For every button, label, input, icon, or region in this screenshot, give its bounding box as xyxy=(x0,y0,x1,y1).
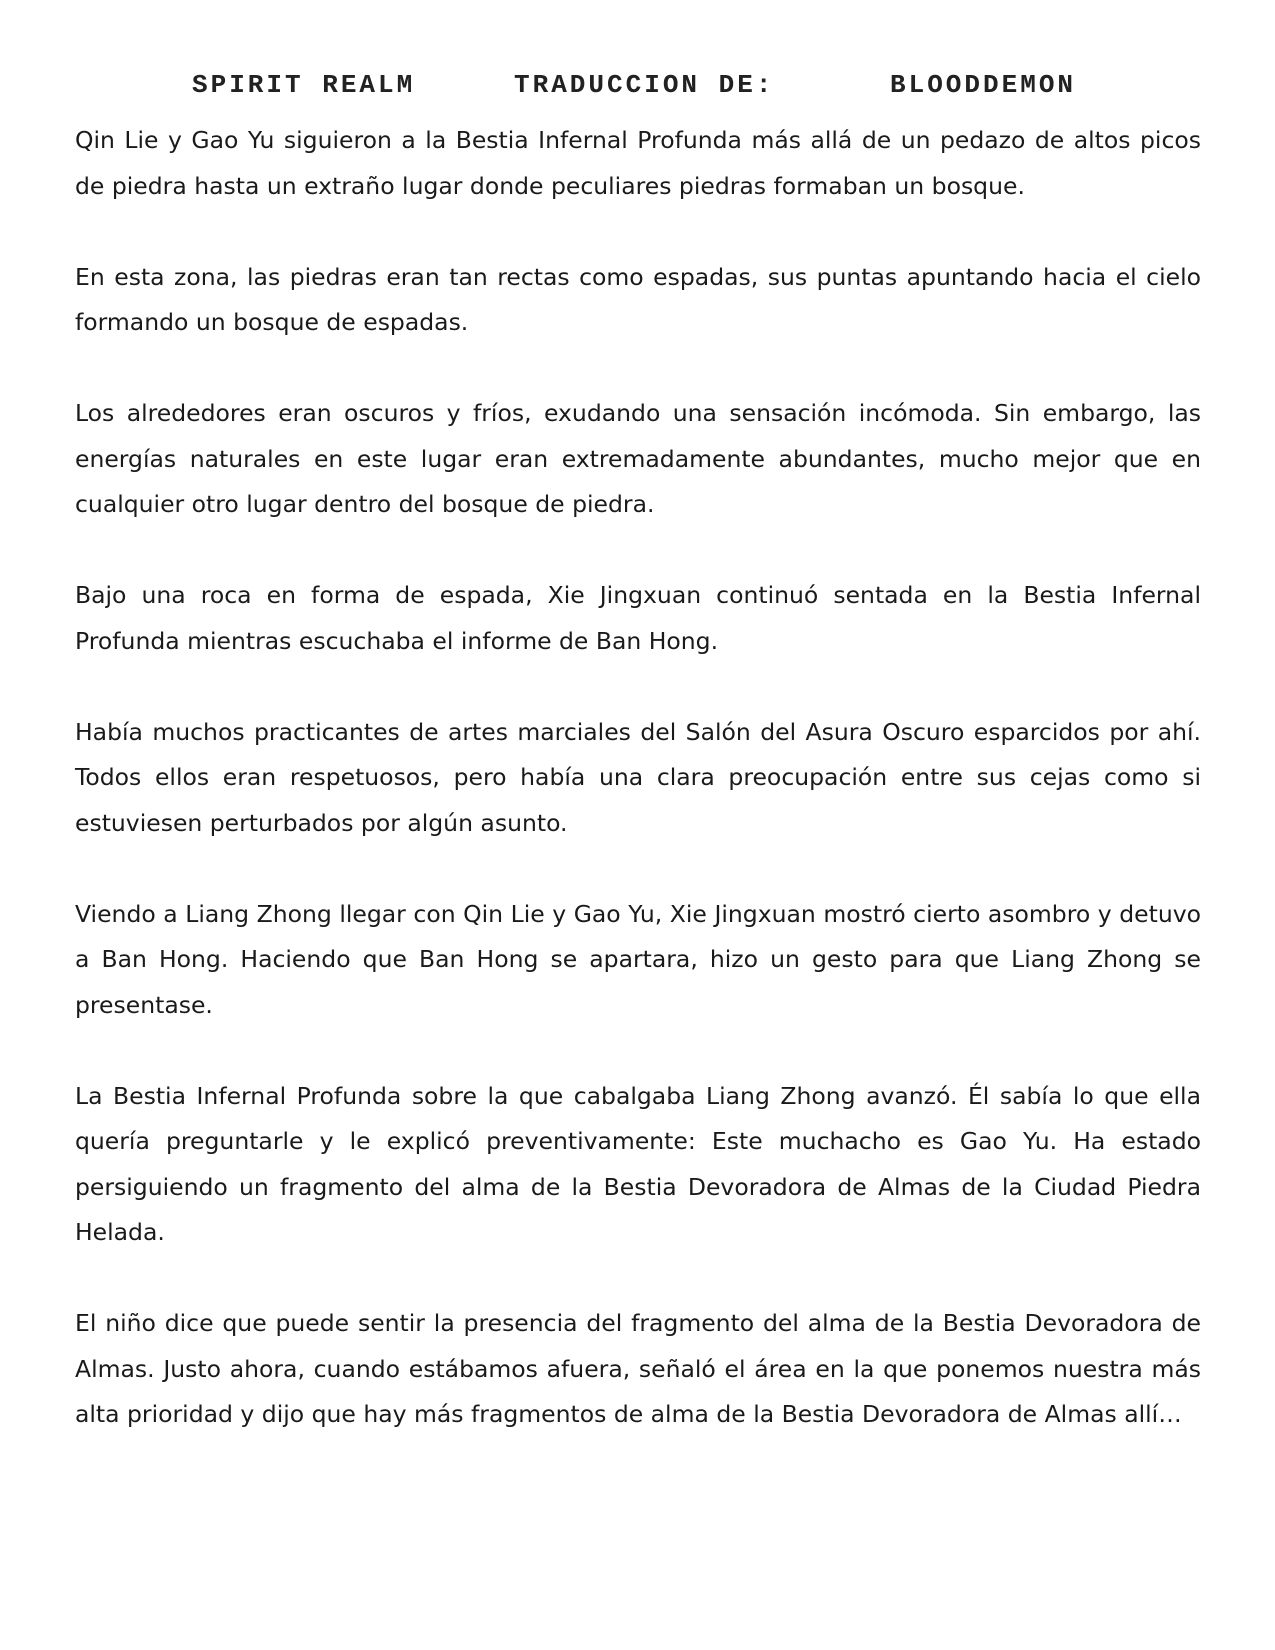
paragraph: Los alrededores eran oscuros y fríos, exudando una sensación incómoda. Sin embargo, las energías naturales en este lugar eran extremadamente abundantes, mucho mejor que en cualquier otro lugar dentro del bosque de piedra. xyxy=(75,399,1201,518)
page-header xyxy=(0,70,1275,110)
document-body xyxy=(75,118,1201,1483)
paragraph: Viendo a Liang Zhong llegar con Qin Lie y Gao Yu, Xie Jingxuan mostró cierto asombro y detuvo a Ban Hong. Haciendo que Ban Hong se apartara, hizo un gesto para que Liang Zhong se presentase. xyxy=(75,899,1201,1019)
paragraph: Bajo una roca en forma de espada, Xie Jingxuan continuó sentada en la Bestia Infernal Profunda mientras escuchaba el informe de Ban Hong. xyxy=(75,581,1201,655)
header-translation-label: TRADUCCION DE: xyxy=(514,70,775,100)
paragraph: El niño dice que puede sentir la presencia del fragmento del alma de la Bestia Devoradora de Almas. Justo ahora, cuando estábamos afuera, señaló el área en la que ponemos nuestra más alta prioridad y dijo que hay más fragmentos de alma de la Bestia Devoradora de Almas allí… xyxy=(75,1309,1201,1428)
paragraph: La Bestia Infernal Profunda sobre la que cabalgaba Liang Zhong avanzó. Él sabía lo que ella quería preguntarle y le explicó preventivamente: Este muchacho es Gao Yu. Ha estado persiguiendo un fragmento del alma de la Bestia Devoradora de Almas de la Ciudad Piedra Helada. xyxy=(75,1081,1201,1246)
paragraph: Había muchos practicantes de artes marciales del Salón del Asura Oscuro esparcidos por ahí. Todos ellos eran respetuosos, pero había una clara preocupación entre sus cejas como si estuviesen perturbados por algún asunto. xyxy=(75,717,1201,837)
header-translator-name: BLOODDEMON xyxy=(890,70,1077,100)
header-series-title: SPIRIT REALM xyxy=(192,70,416,100)
paragraph: En esta zona, las piedras eran tan rectas como espadas, sus puntas apuntando hacia el cielo formando un bosque de espadas. xyxy=(75,262,1201,336)
paragraph: Qin Lie y Gao Yu siguieron a la Bestia Infernal Profunda más allá de un pedazo de altos picos de piedra hasta un extraño lugar donde peculiares piedras formaban un bosque. xyxy=(75,126,1201,200)
